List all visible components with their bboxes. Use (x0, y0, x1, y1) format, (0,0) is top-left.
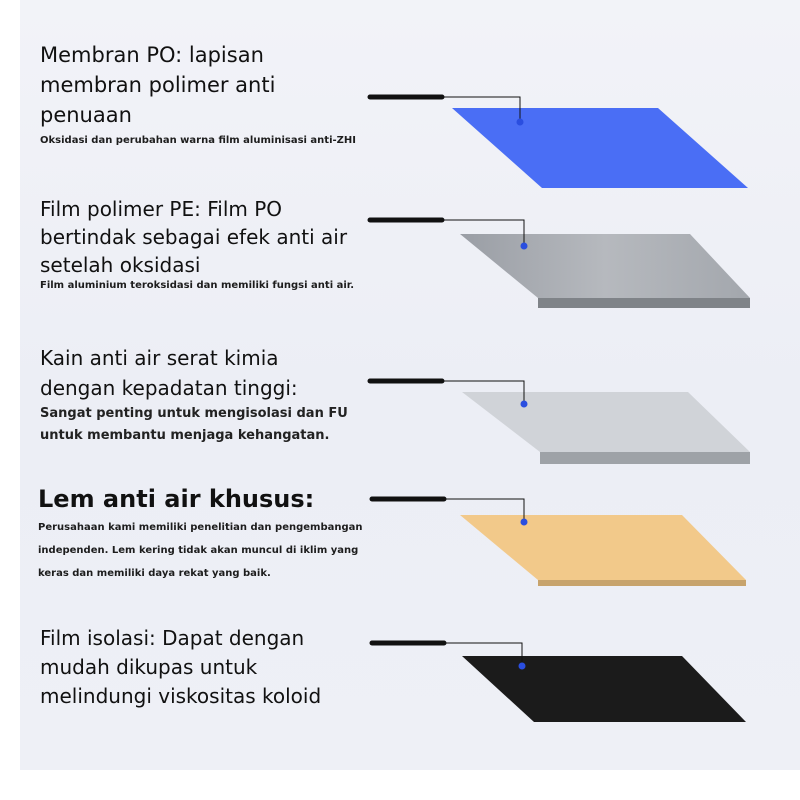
layer-3-sheet-side (540, 452, 750, 464)
layer-5-title-line-1: Film isolasi: Dapat dengan (40, 626, 305, 650)
layer-1-title-line-1: Membran PO: lapisan (40, 43, 264, 67)
layer-2-leader-dot (521, 243, 528, 250)
layer-3-note-line-1: Sangat penting untuk mengisolasi dan FU (40, 406, 348, 421)
layer-4-note-line-2: independen. Lem kering tidak akan muncul di iklim yang (38, 545, 359, 556)
layer-1-sheet-face (452, 108, 748, 188)
layer-3-leader-dot (521, 401, 528, 408)
layer-3-sheet (370, 381, 750, 464)
layer-4-note-line-3: keras dan memiliki daya rekat yang baik. (38, 568, 271, 579)
layer-3-note-line-2: untuk membantu menjaga kehangatan. (40, 428, 330, 443)
layer-4-sheet (372, 499, 746, 586)
layer-2-note-line-1: Film aluminium teroksidasi dan memiliki fungsi anti air. (40, 280, 355, 291)
layer-1-title-line-3: penuaan (40, 103, 132, 127)
layer-4-sheet-face (460, 515, 746, 580)
layer-5-sheet-face (462, 656, 746, 722)
layer-2-title-line-3: setelah oksidasi (40, 253, 201, 277)
layer-5-title-line-3: melindungi viskositas koloid (40, 684, 322, 708)
layer-3-title-line-1: Kain anti air serat kimia (40, 346, 279, 370)
layer-2-title-line-1: Film polimer PE: Film PO (40, 197, 283, 221)
layer-4-sheet-side (538, 580, 746, 586)
layer-5-leader-dot (519, 663, 526, 670)
layer-2-sheet (370, 220, 750, 308)
layer-2-sheet-side (538, 298, 750, 308)
layer-5-title-line-2: mudah dikupas untuk (40, 655, 258, 679)
layer-2-sheet-face (460, 234, 750, 298)
layer-4-leader-dot (521, 519, 528, 526)
layer-4-title-line-1: Lem anti air khusus: (38, 485, 315, 513)
layer-3-sheet-face (462, 392, 750, 452)
layer-1-note-line-1: Oksidasi dan perubahan warna film aluminisasi anti-ZHI (40, 135, 356, 146)
layer-1-title-line-2: membran polimer anti (40, 73, 276, 97)
layer-5-sheet (372, 643, 746, 722)
layer-1-leader-dot (517, 119, 524, 126)
layer-1-sheet (370, 97, 748, 188)
layer-2-title-line-2: bertindak sebagai efek anti air (40, 225, 348, 249)
layer-4-note-line-1: Perusahaan kami memiliki penelitian dan pengembangan (38, 522, 363, 533)
layer-3-title-line-2: dengan kepadatan tinggi: (40, 376, 298, 400)
